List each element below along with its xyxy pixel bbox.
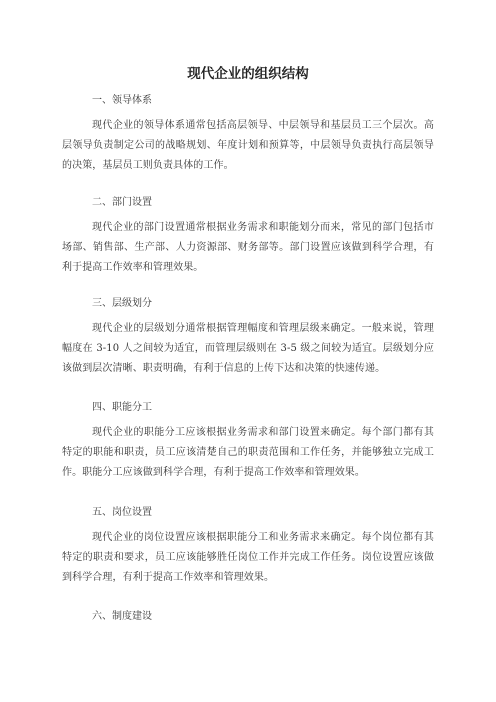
section-heading: 一、领导体系 xyxy=(92,95,152,106)
section-leadership xyxy=(62,94,434,176)
document-title: 现代企业的组织结构 xyxy=(187,66,309,82)
section-paragraph: 现代企业的层级划分通常根据管理幅度和管理层级来确定。一般来说，管理幅度在 3-10 人之间较为适宜，而管理层级则在 3-5 级之间较为适宜。层级划分应该做到层次清晰、职责明确，有利于信息的上传下达和决策的快速传递。 xyxy=(62,323,434,374)
section-heading: 五、岗位设置 xyxy=(92,507,152,518)
section-hierarchy xyxy=(62,297,434,379)
section-heading: 六、制度建设 xyxy=(92,611,152,622)
section-heading: 三、层级划分 xyxy=(92,298,152,309)
section-paragraph: 现代企业的职能分工应该根据业务需求和部门设置来确定。每个部门都有其特定的职能和职责，员工应该清楚自己的职责范围和工作任务，并能够独立完成工作。职能分工应该做到科学合理，有利于提高工作效率和管理效果。 xyxy=(62,427,434,478)
section-paragraph: 现代企业的领导体系通常包括高层领导、中层领导和基层员工三个层次。高层领导负责制定公司的战略规划、年度计划和预算等，中层领导负责执行高层领导的决策，基层员工则负责具体的工作。 xyxy=(62,120,434,171)
section-paragraph: 现代企业的岗位设置应该根据职能分工和业务需求来确定。每个岗位都有其特定的职责和要求，员工应该能够胜任岗位工作并完成工作任务。岗位设置应该做到科学合理，有利于提高工作效率和管理效果。 xyxy=(62,532,434,583)
section-paragraph: 现代企业的部门设置通常根据业务需求和职能划分而来，常见的部门包括市场部、销售部、生产部、人力资源部、财务部等。部门设置应该做到科学合理，有利于提高工作效率和管理效果。 xyxy=(62,222,434,273)
section-systems xyxy=(62,610,434,624)
section-heading: 二、部门设置 xyxy=(92,197,152,208)
section-functions xyxy=(62,401,434,483)
section-positions xyxy=(62,506,434,588)
section-departments xyxy=(62,196,434,278)
section-heading: 四、职能分工 xyxy=(92,402,152,413)
